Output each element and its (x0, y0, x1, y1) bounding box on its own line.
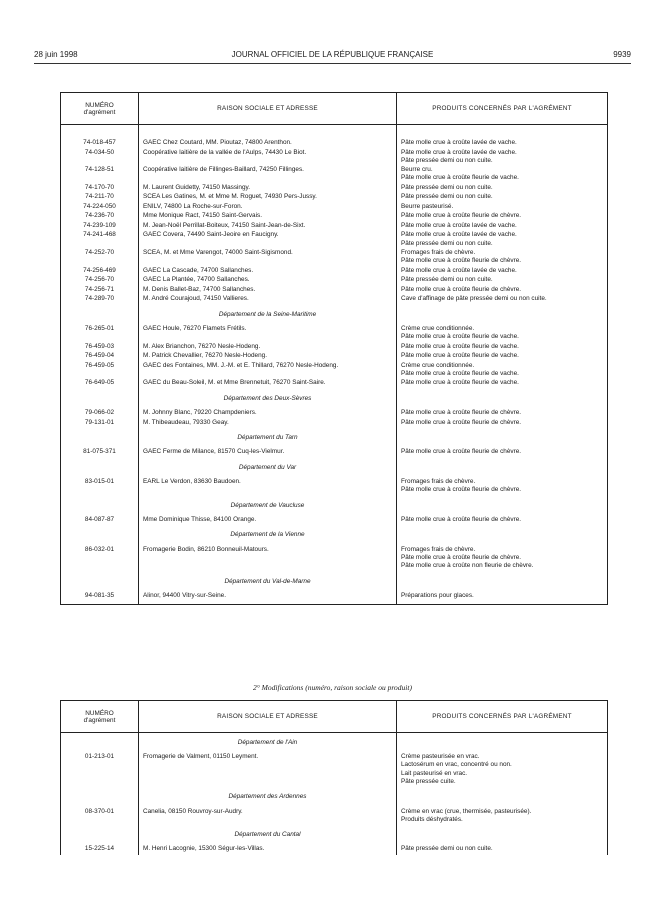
produit-line: Pâte pressée demi ou non cuite. (401, 193, 493, 201)
column-header-produits: PRODUITS CONCERNÉS PAR L'AGRÉMENT (397, 701, 608, 733)
produit-line: Pâte molle crue à croûte lavée de vache. (401, 139, 517, 146)
produit-line: Pâte molle crue à croûte non fleurie de chèvre. (401, 562, 534, 570)
produits-cell (397, 343, 608, 353)
agrement-number: 76-265-01 (61, 325, 139, 343)
publication-date: 28 juin 1998 (34, 50, 78, 59)
empty-cell (397, 458, 608, 478)
empty-cell (397, 825, 608, 845)
agrement-number: 76-459-03 (61, 343, 139, 353)
produit-line: Crème en vrac (crue, thermisée, pasteurisée). (401, 807, 532, 815)
produits-cell (397, 409, 608, 419)
produits-cell (397, 362, 608, 380)
agrement-number: 74-170-70 (61, 184, 139, 194)
produits-cell (397, 753, 608, 787)
produits-cell (397, 184, 608, 194)
raison-sociale: M. Johnny Blanc, 79220 Champdeniers. (139, 409, 397, 419)
department-heading: Département de Vaucluse (139, 496, 397, 516)
produit-line: Pâte molle crue à croûte lavée de vache. (401, 266, 517, 274)
raison-sociale: M. Denis Ballet-Baz, 74700 Sallanches. (139, 286, 397, 296)
produit-line: Pâte molle crue à croûte fleurie de vache. (401, 352, 519, 360)
column-header-raison: RAISON SOCIALE ET ADRESSE (139, 93, 397, 125)
table-body (61, 125, 608, 605)
empty-cell (61, 733, 139, 754)
raison-sociale: GAEC Covera, 74490 Saint-Jeoire en Faucigny. (139, 231, 397, 249)
produits-cell (397, 448, 608, 458)
produits-cell (397, 193, 608, 203)
table-row (61, 149, 608, 167)
table-row (61, 166, 608, 184)
raison-sociale: M. Patrick Chevallier, 76270 Nesle-Hodeng. (139, 352, 397, 362)
empty-cell (61, 428, 139, 448)
produit-line: Pâte pressée demi ou non cuite. (401, 183, 493, 191)
produit-line: Préparations pour glaces. (401, 591, 474, 599)
department-heading-row (61, 572, 608, 592)
table-row (61, 808, 608, 826)
raison-sociale: GAEC Chez Coutard, MM. Pioutaz, 74800 Arenthon. (139, 125, 397, 149)
produit-line: Pâte molle crue à croûte fleurie de vache. (401, 342, 519, 350)
agrement-number: 74-128-51 (61, 166, 139, 184)
table-row (61, 845, 608, 855)
department-heading-row (61, 389, 608, 409)
produits-cell (397, 231, 608, 249)
table-row (61, 546, 608, 572)
column-header-raison: RAISON SOCIALE ET ADRESSE (139, 701, 397, 733)
empty-cell (61, 458, 139, 478)
empty-cell (397, 733, 608, 754)
department-heading: Département des Deux-Sèvres (139, 389, 397, 409)
raison-sociale: GAEC Ferme de Milance, 81570 Cuq-les-Vielmur. (139, 448, 397, 458)
column-header-numero: NUMÉRO d'agrément (61, 93, 139, 125)
page-number: 9939 (613, 50, 631, 59)
agrement-number: 74-241-468 (61, 231, 139, 249)
department-heading: Département des Ardennes (139, 787, 397, 807)
empty-cell (397, 525, 608, 545)
produit-line: Pâte molle crue à croûte lavée de vache. (401, 221, 517, 229)
table-row (61, 753, 608, 787)
produits-cell (397, 166, 608, 184)
table-row (61, 516, 608, 526)
agrement-number: 74-289-70 (61, 295, 139, 305)
department-heading-row (61, 496, 608, 516)
produits-cell (397, 222, 608, 232)
table-body (61, 733, 608, 855)
produit-line: Pâte pressée demi ou non cuite. (401, 276, 493, 284)
page-header (34, 50, 631, 64)
table-row (61, 352, 608, 362)
produits-cell (397, 808, 608, 826)
produit-line: Lait pasteurisé en vrac. (401, 769, 468, 777)
agrement-number: 01-213-01 (61, 753, 139, 787)
department-heading-row (61, 733, 608, 754)
department-heading-row (61, 458, 608, 478)
agrement-number: 83-015-01 (61, 478, 139, 496)
empty-cell (61, 572, 139, 592)
table-row (61, 125, 608, 149)
raison-sociale: Coopérative laitière de la vallée de l'Aulps, 74430 Le Biot. (139, 149, 397, 167)
produits-cell (397, 203, 608, 213)
raison-sociale: Fromagerie Bodin, 86210 Bonneuil-Matours. (139, 546, 397, 572)
table-row (61, 295, 608, 305)
agrement-number: 79-066-02 (61, 409, 139, 419)
produit-line: Pâte molle crue à croûte fleurie de chèvre. (401, 285, 522, 293)
department-heading-row (61, 428, 608, 448)
produit-line: Fromages frais de chèvre. (401, 249, 476, 257)
agrement-number: 81-075-371 (61, 448, 139, 458)
raison-sociale: Mme Monique Ract, 74150 Saint-Gervais. (139, 212, 397, 222)
agrement-number: 74-256-469 (61, 267, 139, 277)
raison-sociale: Coopérative laitière de Fillinges-Baillard, 74250 Fillinges. (139, 166, 397, 184)
raison-sociale: M. Henri Lacognie, 15300 Ségur-les-Villas. (139, 845, 397, 855)
table-row (61, 267, 608, 277)
produits-cell (397, 325, 608, 343)
produit-line: Pâte molle crue à croûte fleurie de chèvre. (401, 409, 522, 417)
produit-line: Pâte molle crue à croûte fleurie de vache. (401, 379, 519, 387)
agrement-number: 74-224-050 (61, 203, 139, 213)
produit-line: Pâte molle crue à croûte fleurie de chèvre. (401, 418, 522, 426)
produit-line: Pâte molle crue à croûte fleurie de vache. (401, 369, 519, 377)
table-row (61, 249, 608, 267)
agrement-number: 74-256-70 (61, 276, 139, 286)
agrement-number: 08-370-01 (61, 808, 139, 826)
produits-cell (397, 295, 608, 305)
table-row (61, 203, 608, 213)
table-header-row (61, 93, 608, 125)
empty-cell (61, 305, 139, 325)
agrement-number: 76-649-05 (61, 379, 139, 389)
produits-cell (397, 845, 608, 855)
produits-cell (397, 125, 608, 149)
agrement-number: 86-032-01 (61, 546, 139, 572)
table-row (61, 592, 608, 605)
produit-line: Crème crue conditionnée. (401, 325, 475, 333)
table-row (61, 184, 608, 194)
table-row (61, 419, 608, 429)
table-row (61, 276, 608, 286)
raison-sociale: M. Jean-Noël Perrillat-Boiteux, 74150 Saint-Jean-de-Sixt. (139, 222, 397, 232)
produit-line: Fromages frais de chèvre. (401, 545, 476, 553)
empty-cell (397, 305, 608, 325)
table-row (61, 286, 608, 296)
header-divider (34, 63, 631, 64)
table-row (61, 325, 608, 343)
produit-line: Pâte molle crue à croûte fleurie de vache. (401, 174, 519, 182)
agrement-number: 74-239-109 (61, 222, 139, 232)
table-row (61, 343, 608, 353)
table-row (61, 222, 608, 232)
produits-cell (397, 212, 608, 222)
raison-sociale: GAEC du Beau-Soleil, M. et Mme Brennetuit, 76270 Saint-Saire. (139, 379, 397, 389)
produits-cell (397, 286, 608, 296)
produits-cell (397, 267, 608, 277)
empty-cell (61, 496, 139, 516)
raison-sociale: M. Laurent Guidetty, 74150 Massingy. (139, 184, 397, 194)
produits-cell (397, 149, 608, 167)
raison-sociale: Mme Dominique Thisse, 84100 Orange. (139, 516, 397, 526)
raison-sociale: GAEC Houle, 76270 Flamets Frétils. (139, 325, 397, 343)
produit-line: Pâte molle crue à croûte lavée de vache. (401, 148, 517, 156)
produit-line: Pâte molle crue à croûte fleurie de chèvre. (401, 257, 522, 265)
empty-cell (397, 496, 608, 516)
produit-line: Pâte molle crue à croûte fleurie de vache. (401, 333, 519, 341)
empty-cell (61, 525, 139, 545)
agrement-number: 74-018-457 (61, 125, 139, 149)
produit-line: Pâte molle crue à croûte fleurie de chèvre. (401, 448, 522, 456)
raison-sociale: ENILV, 74800 La Roche-sur-Foron. (139, 203, 397, 213)
produit-line: Pâte molle crue à croûte fleurie de chèvre. (401, 553, 522, 561)
table-row (61, 212, 608, 222)
raison-sociale: EARL Le Verdon, 83630 Baudoen. (139, 478, 397, 496)
empty-cell (397, 787, 608, 807)
raison-sociale: GAEC La Plantée, 74700 Sallanches. (139, 276, 397, 286)
raison-sociale: GAEC des Fontaines, MM. J.-M. et E. Thillard, 76270 Nesle-Hodeng. (139, 362, 397, 380)
produit-line: Pâte molle crue à croûte lavée de vache. (401, 231, 517, 239)
agrement-number: 74-236-70 (61, 212, 139, 222)
agrement-number: 84-087-87 (61, 516, 139, 526)
agrement-number: 76-459-05 (61, 362, 139, 380)
raison-sociale: GAEC La Cascade, 74700 Sallanches. (139, 267, 397, 277)
table-row (61, 448, 608, 458)
raison-sociale: M. André Courajoud, 74150 Vallieres. (139, 295, 397, 305)
table-header-row (61, 701, 608, 733)
agrement-number: 74-256-71 (61, 286, 139, 296)
department-heading: Département du Tarn (139, 428, 397, 448)
produit-line: Crème crue conditionnée. (401, 361, 475, 369)
column-header-numero: NUMÉRO d'agrément (61, 701, 139, 733)
raison-sociale: Canelia, 08150 Rouvroy-sur-Audry. (139, 808, 397, 826)
agrement-number: 76-459-04 (61, 352, 139, 362)
produit-line: Produits déshydratés. (401, 815, 463, 823)
produit-line: Beurre pasteurisé. (401, 202, 454, 210)
produit-line: Cave d'affinage de pâte pressée demi ou non cuite. (401, 295, 547, 303)
section-heading-modifications: 2° Modifications (numéro, raison sociale ou produit) (253, 683, 412, 692)
agrement-number: 74-211-70 (61, 193, 139, 203)
produits-cell (397, 276, 608, 286)
table-row (61, 379, 608, 389)
produit-line: Pâte molle crue à croûte fleurie de chèvre. (401, 486, 522, 494)
department-heading: Département de l'Ain (139, 733, 397, 754)
produit-line: Pâte molle crue à croûte fleurie de chèvre. (401, 515, 522, 523)
produit-line: Lactosérum en vrac, concentré ou non. (401, 761, 512, 769)
produits-cell (397, 478, 608, 496)
produits-cell (397, 419, 608, 429)
produit-line: Pâte pressée demi ou non cuite. (401, 239, 493, 247)
department-heading: Département du Cantal (139, 825, 397, 845)
raison-sociale: SCEA Les Gatines, M. et Mme M. Roguet, 74930 Pers-Jussy. (139, 193, 397, 203)
table-row (61, 409, 608, 419)
produit-line: Pâte molle crue à croûte fleurie de chèvre. (401, 212, 522, 220)
produit-line: Beurre cru. (401, 166, 433, 174)
produit-line: Pâte pressée demi ou non cuite. (401, 156, 493, 164)
agrement-number: 79-131-01 (61, 419, 139, 429)
department-heading: Département du Val-de-Marne (139, 572, 397, 592)
department-heading: Département de la Vienne (139, 525, 397, 545)
produits-cell (397, 379, 608, 389)
agrement-number: 74-034-50 (61, 149, 139, 167)
empty-cell (397, 428, 608, 448)
agrements-table-1 (60, 92, 608, 605)
department-heading-row (61, 305, 608, 325)
raison-sociale: Fromagerie de Valment, 01150 Leyment. (139, 753, 397, 787)
agrement-number: 15-225-14 (61, 845, 139, 855)
produit-line: Pâte pressée demi ou non cuite. (401, 845, 493, 853)
department-heading-row (61, 825, 608, 845)
department-heading-row (61, 525, 608, 545)
agrements-table-2 (60, 700, 608, 855)
produit-line: Fromages frais de chèvre. (401, 478, 476, 486)
produits-cell (397, 352, 608, 362)
raison-sociale: M. Alex Brianchon, 76270 Nesle-Hodeng. (139, 343, 397, 353)
empty-cell (397, 389, 608, 409)
table-row (61, 362, 608, 380)
produits-cell (397, 546, 608, 572)
raison-sociale: M. Thibeaudeau, 79330 Geay. (139, 419, 397, 429)
produits-cell (397, 592, 608, 605)
produit-line: Pâte pressée cuite. (401, 777, 456, 785)
empty-cell (61, 787, 139, 807)
department-heading: Département du Var (139, 458, 397, 478)
journal-title: JOURNAL OFFICIEL DE LA RÉPUBLIQUE FRANÇAISE (231, 50, 434, 59)
agrement-number: 74-252-70 (61, 249, 139, 267)
raison-sociale: Alinor, 94400 Vitry-sur-Seine. (139, 592, 397, 605)
empty-cell (61, 825, 139, 845)
table-row (61, 193, 608, 203)
empty-cell (397, 572, 608, 592)
produit-line: Crème pasteurisée en vrac. (401, 753, 480, 761)
table-row (61, 231, 608, 249)
column-header-produits: PRODUITS CONCERNÉS PAR L'AGRÉMENT (397, 93, 608, 125)
department-heading: Département de la Seine-Maritime (139, 305, 397, 325)
raison-sociale: SCEA, M. et Mme Varengot, 74000 Saint-Sigismond. (139, 249, 397, 267)
table-row (61, 478, 608, 496)
agrement-number: 94-081-35 (61, 592, 139, 605)
department-heading-row (61, 787, 608, 807)
empty-cell (61, 389, 139, 409)
produits-cell (397, 249, 608, 267)
produits-cell (397, 516, 608, 526)
